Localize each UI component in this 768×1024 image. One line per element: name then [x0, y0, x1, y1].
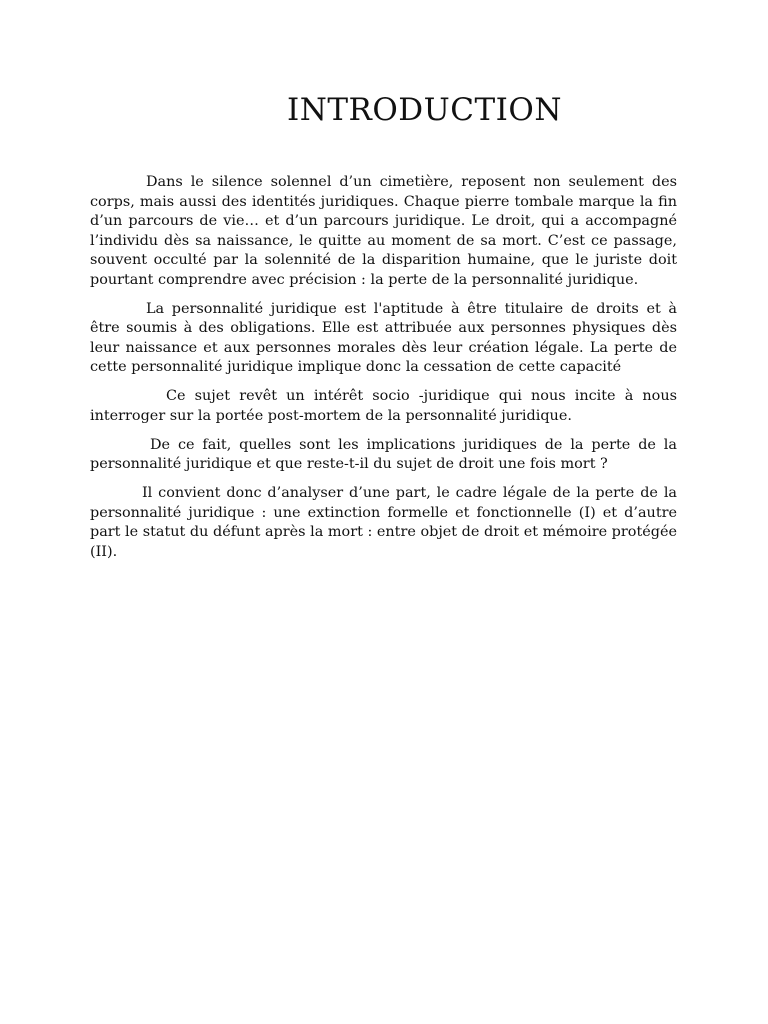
paragraph-plan: Il convient donc d’analyser d’une part, le cadre légale de la perte de la personnalité juridique : une extinction formelle et fonctionnelle (I) et d’autre part le statut du défunt après la mort : entre objet de droit et mémoire protégée (II). — [90, 485, 677, 560]
document-body — [90, 173, 677, 572]
paragraph-problematic: De ce fait, quelles sont les implications juridiques de la perte de la personnalité juridique et que reste-t-il du sujet de droit une fois mort ? — [90, 436, 677, 472]
paragraph-interest: Ce sujet revêt un intérêt socio -juridique qui nous incite à nous interroger sur la portée post-mortem de la personnalité juridique. — [90, 388, 677, 424]
page-title: INTRODUCTION — [287, 92, 562, 128]
paragraph-definition: La personnalité juridique est l'aptitude à être titulaire de droits et à être soumis à des obligations. Elle est attribuée aux personnes physiques dès leur naissance et aux personnes morales dès leur création légale. La perte de cette personnalité juridique implique donc la cessation de cette capacité — [90, 300, 677, 375]
paragraph-intro-hook: Dans le silence solennel d’un cimetière, reposent non seulement des corps, mais aussi des identités juridiques. Chaque pierre tombale marque la fin d’un parcours de vie… et d’un parcours juridique. Le droit, qui a accompagné l’individu dès sa naissance, le quitte au moment de sa mort. C’est ce passage, souvent occulté par la solennité de la disparition humaine, que le juriste doit pourtant comprendre avec précision : la perte de la personnalité juridique. — [90, 174, 677, 288]
